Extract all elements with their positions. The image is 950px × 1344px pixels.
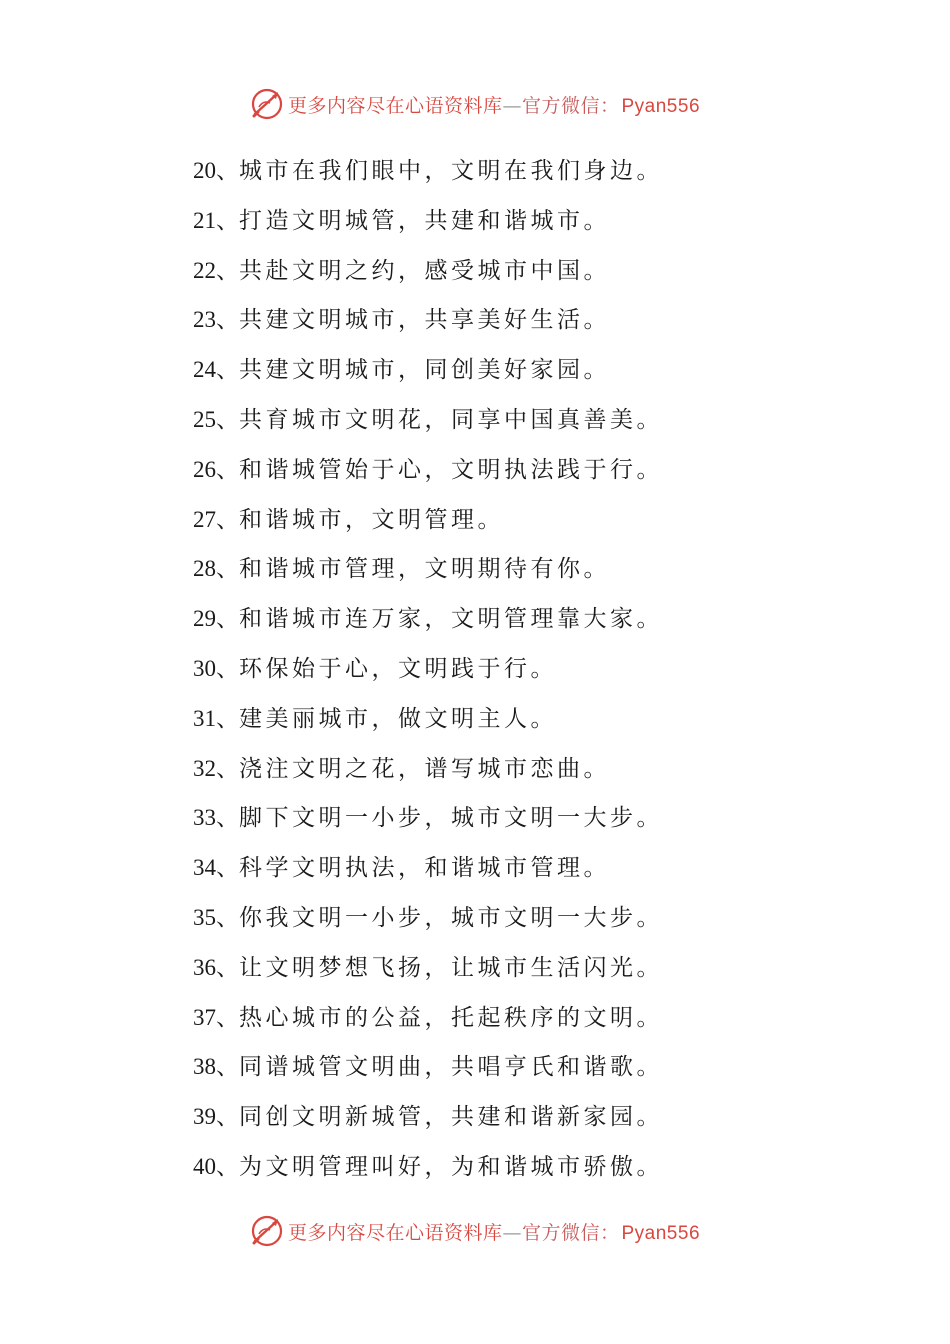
list-item-enumeration-mark: 、: [216, 705, 239, 732]
list-item-enumeration-mark: 、: [216, 158, 239, 184]
list-item-number: 27: [193, 506, 216, 532]
list-item-number: 34: [193, 855, 216, 881]
list-item-enumeration-mark: 、: [216, 655, 239, 682]
list-item: [193, 744, 663, 794]
list-item-number: 20: [193, 158, 216, 183]
list-item-number: 37: [193, 1004, 216, 1030]
header-banner-wechat-label: 官方微信：: [521, 94, 620, 117]
list-item-text: 城市在我们眼中，文明在我们身边。: [239, 158, 663, 184]
list-item-enumeration-mark: 、: [216, 1054, 239, 1081]
list-item-enumeration-mark: 、: [216, 357, 239, 384]
list-item-number: 32: [193, 755, 216, 781]
list-item-text: 同谱城管文明曲，共唱亨氏和谐歌。: [239, 1054, 663, 1081]
footer-banner-wechat-label: 官方微信：: [521, 1221, 620, 1244]
list-item-text: 环保始于心，文明践于行。: [239, 655, 557, 682]
list-item-text: 同创文明新城管，共建和谐新家园。: [239, 1104, 663, 1131]
list-item-text: 科学文明执法，和谐城市管理。: [239, 855, 610, 882]
list-item: [193, 395, 663, 445]
pen-circle-logo-icon: [250, 1214, 284, 1248]
header-banner: [0, 84, 950, 124]
list-item: [193, 146, 663, 196]
list-item: [193, 495, 663, 545]
list-item-text: 和谐城市，文明管理。: [239, 506, 504, 533]
list-item-enumeration-mark: 、: [216, 406, 239, 433]
header-banner-wechat-id: Pyan556: [621, 95, 701, 117]
list-item-text: 为文明管理叫好，为和谐城市骄傲。: [239, 1153, 663, 1180]
list-item-number: 23: [193, 307, 216, 333]
list-item-number: 25: [193, 406, 216, 432]
list-item-number: 36: [193, 954, 216, 980]
list-item-text: 共建文明城市，共享美好生活。: [239, 307, 610, 334]
list-item-enumeration-mark: 、: [216, 307, 239, 334]
list-item: [193, 196, 663, 246]
list-item-enumeration-mark: 、: [216, 606, 239, 633]
list-item-enumeration-mark: 、: [216, 207, 239, 234]
list-item: [193, 644, 663, 694]
list-item: [193, 943, 663, 993]
list-item: [193, 843, 663, 893]
list-item-number: 26: [193, 456, 216, 482]
list-item-text: 和谐城管始于心，文明执法践于行。: [239, 456, 663, 483]
list-item: [193, 295, 663, 345]
list-item: [193, 1092, 663, 1142]
list-item: [193, 893, 663, 943]
list-item-number: 35: [193, 904, 216, 930]
footer-banner: [0, 1211, 950, 1251]
footer-banner-text: [288, 1218, 700, 1245]
list-item-text: 共赴文明之约，感受城市中国。: [239, 257, 610, 284]
list-item-enumeration-mark: 、: [216, 506, 239, 533]
list-item: [193, 345, 663, 395]
list-item-text: 让文明梦想飞扬，让城市生活闪光。: [239, 954, 663, 981]
list-item-number: 29: [193, 606, 216, 632]
list-item-number: 28: [193, 556, 216, 582]
list-item-number: 21: [193, 207, 216, 233]
list-item-enumeration-mark: 、: [216, 1004, 239, 1031]
list-item-number: 39: [193, 1104, 216, 1130]
list-item: [193, 694, 663, 744]
list-item-text: 脚下文明一小步，城市文明一大步。: [239, 805, 663, 832]
list-item-text: 共育城市文明花，同享中国真善美。: [239, 406, 663, 433]
list-item-number: 30: [193, 655, 216, 681]
list-item-text: 和谐城市管理，文明期待有你。: [239, 556, 610, 583]
footer-banner-title: 更多内容尽在心语资料库: [287, 1221, 503, 1244]
list-item: [193, 993, 663, 1043]
list-item-text: 浇注文明之花，谱写城市恋曲。: [239, 755, 610, 782]
list-item-enumeration-mark: 、: [216, 954, 239, 981]
list-item-enumeration-mark: 、: [216, 1104, 239, 1131]
list-item-text: 共建文明城市，同创美好家园。: [239, 357, 610, 384]
list-item-text: 打造文明城管，共建和谐城市。: [239, 207, 610, 234]
list-item-text: 建美丽城市，做文明主人。: [239, 705, 557, 732]
list-item-number: 22: [193, 257, 216, 283]
list-item-enumeration-mark: 、: [216, 805, 239, 832]
list-item-enumeration-mark: 、: [216, 755, 239, 782]
list-item-number: 33: [193, 805, 216, 831]
list-item: [193, 793, 663, 843]
list-item-number: 24: [193, 357, 216, 383]
list-item: [193, 594, 663, 644]
footer-banner-separator: —: [502, 1221, 522, 1244]
list-item: [193, 1142, 663, 1192]
pen-circle-logo-icon: [250, 87, 284, 121]
list-item: [193, 1042, 663, 1092]
header-banner-separator: —: [502, 94, 522, 117]
list-item: [193, 544, 663, 594]
header-banner-title: 更多内容尽在心语资料库: [287, 94, 503, 117]
header-banner-text: [288, 91, 700, 118]
list-item-enumeration-mark: 、: [216, 257, 239, 284]
list-item: [193, 445, 663, 495]
list-item: [193, 246, 663, 296]
list-item-number: 38: [193, 1054, 216, 1080]
list-item-number: 31: [193, 705, 216, 731]
list-item-text: 你我文明一小步，城市文明一大步。: [239, 904, 663, 931]
list-item-text: 热心城市的公益，托起秩序的文明。: [239, 1004, 663, 1031]
footer-banner-wechat-id: Pyan556: [621, 1222, 701, 1244]
slogan-list: [193, 146, 663, 1192]
list-item-number: 40: [193, 1153, 216, 1179]
list-item-enumeration-mark: 、: [216, 904, 239, 931]
list-item-text: 和谐城市连万家，文明管理靠大家。: [239, 606, 663, 633]
list-item-enumeration-mark: 、: [216, 855, 239, 882]
list-item-enumeration-mark: 、: [216, 456, 239, 483]
list-item-enumeration-mark: 、: [216, 1153, 239, 1180]
list-item-enumeration-mark: 、: [216, 556, 239, 583]
